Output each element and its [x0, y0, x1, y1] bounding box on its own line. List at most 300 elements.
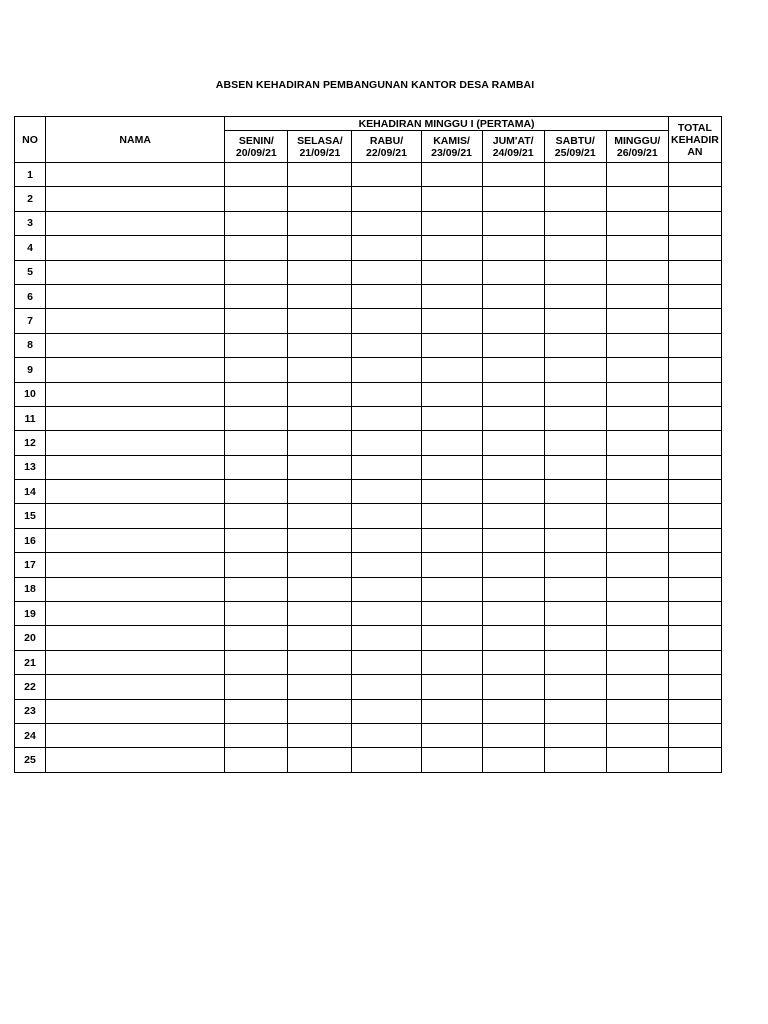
day-cell: [606, 406, 668, 430]
name-cell: [46, 480, 225, 504]
day-name: KAMIS/: [433, 134, 470, 147]
day-cell: [606, 236, 668, 260]
row-number: 6: [15, 284, 46, 308]
day-cell: [225, 382, 288, 406]
table-row: [15, 163, 722, 187]
day-name: SENIN/: [238, 134, 274, 147]
day-cell: [288, 650, 352, 674]
day-cell: [606, 187, 668, 211]
day-cell: [482, 163, 544, 187]
day-cell: [606, 626, 668, 650]
day-cell: [225, 675, 288, 699]
name-cell: [46, 553, 225, 577]
day-cell: [352, 187, 421, 211]
name-cell: [46, 382, 225, 406]
day-cell: [606, 528, 668, 552]
day-cell: [352, 480, 421, 504]
day-cell: [352, 333, 421, 357]
name-cell: [46, 650, 225, 674]
day-cell: [421, 333, 482, 357]
table-row: [15, 236, 722, 260]
row-number: 17: [15, 553, 46, 577]
day-cell: [225, 528, 288, 552]
day-cell: [225, 406, 288, 430]
day-cell: [544, 650, 606, 674]
day-cell: [288, 284, 352, 308]
table-row: [15, 284, 722, 308]
day-cell: [482, 626, 544, 650]
day-cell: [421, 211, 482, 235]
row-number: 12: [15, 431, 46, 455]
name-cell: [46, 723, 225, 747]
day-cell: [421, 480, 482, 504]
day-cell: [225, 602, 288, 626]
day-cell: [288, 504, 352, 528]
day-cell: [544, 553, 606, 577]
column-header-day: [352, 131, 421, 163]
total-cell: [668, 187, 721, 211]
day-cell: [225, 260, 288, 284]
day-cell: [288, 577, 352, 601]
day-cell: [352, 553, 421, 577]
day-cell: [544, 748, 606, 772]
day-cell: [225, 187, 288, 211]
day-name: MINGGU/: [614, 134, 661, 147]
day-cell: [606, 455, 668, 479]
day-cell: [482, 553, 544, 577]
column-header-day: [482, 131, 544, 163]
day-date: 26/09/21: [616, 146, 658, 159]
table-row: [15, 528, 722, 552]
day-cell: [352, 260, 421, 284]
day-cell: [225, 480, 288, 504]
day-cell: [482, 236, 544, 260]
total-cell: [668, 723, 721, 747]
row-number: 13: [15, 455, 46, 479]
day-cell: [606, 358, 668, 382]
column-header-day: [288, 131, 352, 163]
day-cell: [544, 602, 606, 626]
day-cell: [544, 577, 606, 601]
day-cell: [352, 723, 421, 747]
day-cell: [421, 260, 482, 284]
day-cell: [288, 211, 352, 235]
total-cell: [668, 211, 721, 235]
day-cell: [421, 187, 482, 211]
day-cell: [482, 431, 544, 455]
table-row: [15, 602, 722, 626]
day-cell: [288, 333, 352, 357]
day-cell: [544, 333, 606, 357]
day-cell: [606, 504, 668, 528]
day-cell: [288, 163, 352, 187]
day-cell: [288, 748, 352, 772]
name-cell: [46, 187, 225, 211]
day-cell: [352, 504, 421, 528]
day-cell: [225, 333, 288, 357]
total-cell: [668, 528, 721, 552]
day-name: SELASA/: [297, 134, 343, 147]
day-cell: [482, 455, 544, 479]
row-number: 11: [15, 406, 46, 430]
day-date: 24/09/21: [492, 146, 534, 159]
day-cell: [606, 382, 668, 406]
day-cell: [288, 528, 352, 552]
day-cell: [225, 236, 288, 260]
day-cell: [606, 309, 668, 333]
day-cell: [225, 455, 288, 479]
total-cell: [668, 455, 721, 479]
day-cell: [421, 358, 482, 382]
column-header-day: [606, 131, 668, 163]
column-header-day: [421, 131, 482, 163]
row-number: 25: [15, 748, 46, 772]
day-cell: [225, 748, 288, 772]
row-number: 2: [15, 187, 46, 211]
day-cell: [482, 699, 544, 723]
day-cell: [544, 406, 606, 430]
name-cell: [46, 163, 225, 187]
day-cell: [288, 602, 352, 626]
table-row: [15, 406, 722, 430]
day-cell: [544, 455, 606, 479]
day-cell: [544, 236, 606, 260]
day-cell: [606, 211, 668, 235]
day-cell: [421, 455, 482, 479]
day-cell: [225, 626, 288, 650]
row-number: 19: [15, 602, 46, 626]
day-cell: [606, 723, 668, 747]
table-body: [15, 163, 722, 773]
column-header-no: NO: [15, 117, 46, 163]
day-cell: [225, 577, 288, 601]
total-cell: [668, 431, 721, 455]
name-cell: [46, 577, 225, 601]
day-cell: [288, 309, 352, 333]
day-cell: [288, 723, 352, 747]
table-row: [15, 187, 722, 211]
name-cell: [46, 455, 225, 479]
name-cell: [46, 260, 225, 284]
day-cell: [421, 236, 482, 260]
day-cell: [606, 284, 668, 308]
day-date: 25/09/21: [554, 146, 596, 159]
day-cell: [421, 284, 482, 308]
table-row: [15, 211, 722, 235]
day-cell: [288, 553, 352, 577]
total-cell: [668, 480, 721, 504]
row-number: 3: [15, 211, 46, 235]
row-number: 8: [15, 333, 46, 357]
total-cell: [668, 406, 721, 430]
total-cell: [668, 358, 721, 382]
name-cell: [46, 236, 225, 260]
day-cell: [482, 406, 544, 430]
total-cell: [668, 504, 721, 528]
day-cell: [544, 431, 606, 455]
name-cell: [46, 699, 225, 723]
day-name: JUM'AT/: [492, 134, 534, 147]
day-cell: [421, 528, 482, 552]
table-row: [15, 382, 722, 406]
day-cell: [225, 699, 288, 723]
column-header-week: KEHADIRAN MINGGU I (PERTAMA): [225, 117, 669, 131]
total-label-line-3: AN: [687, 145, 703, 158]
row-number: 21: [15, 650, 46, 674]
table-row: [15, 699, 722, 723]
total-cell: [668, 309, 721, 333]
total-label-line-2: KEHADIR: [671, 133, 719, 146]
day-cell: [544, 504, 606, 528]
total-cell: [668, 602, 721, 626]
day-cell: [288, 260, 352, 284]
day-cell: [482, 358, 544, 382]
day-cell: [225, 284, 288, 308]
row-number: 7: [15, 309, 46, 333]
total-label-line-1: TOTAL: [677, 121, 712, 134]
day-cell: [606, 577, 668, 601]
day-cell: [482, 187, 544, 211]
table-row: [15, 480, 722, 504]
day-cell: [544, 626, 606, 650]
name-cell: [46, 309, 225, 333]
total-cell: [668, 577, 721, 601]
table-row: [15, 626, 722, 650]
day-cell: [352, 699, 421, 723]
total-cell: [668, 260, 721, 284]
day-cell: [352, 602, 421, 626]
day-cell: [352, 650, 421, 674]
day-cell: [352, 284, 421, 308]
day-cell: [544, 163, 606, 187]
day-cell: [482, 309, 544, 333]
table-row: [15, 309, 722, 333]
day-cell: [482, 528, 544, 552]
row-number: 14: [15, 480, 46, 504]
day-cell: [482, 602, 544, 626]
total-cell: [668, 699, 721, 723]
day-cell: [421, 699, 482, 723]
day-cell: [544, 699, 606, 723]
day-cell: [482, 504, 544, 528]
day-cell: [482, 211, 544, 235]
day-cell: [352, 528, 421, 552]
day-cell: [225, 309, 288, 333]
day-cell: [606, 553, 668, 577]
name-cell: [46, 504, 225, 528]
day-cell: [288, 626, 352, 650]
row-number: 20: [15, 626, 46, 650]
total-cell: [668, 236, 721, 260]
day-cell: [421, 382, 482, 406]
day-cell: [544, 480, 606, 504]
day-cell: [288, 675, 352, 699]
day-cell: [352, 455, 421, 479]
name-cell: [46, 333, 225, 357]
total-cell: [668, 163, 721, 187]
day-cell: [606, 602, 668, 626]
column-header-total: [668, 117, 721, 163]
day-cell: [288, 406, 352, 430]
table-row: [15, 675, 722, 699]
day-cell: [606, 480, 668, 504]
attendance-table: [14, 116, 722, 773]
table-row: [15, 553, 722, 577]
table-row: [15, 333, 722, 357]
day-cell: [352, 431, 421, 455]
row-number: 9: [15, 358, 46, 382]
day-cell: [288, 358, 352, 382]
name-cell: [46, 626, 225, 650]
day-cell: [288, 187, 352, 211]
day-name: RABU/: [369, 134, 404, 147]
name-cell: [46, 284, 225, 308]
day-cell: [421, 406, 482, 430]
day-cell: [288, 480, 352, 504]
row-number: 1: [15, 163, 46, 187]
total-cell: [668, 553, 721, 577]
day-cell: [606, 260, 668, 284]
day-cell: [606, 163, 668, 187]
day-cell: [606, 650, 668, 674]
name-cell: [46, 431, 225, 455]
day-cell: [225, 358, 288, 382]
day-cell: [606, 675, 668, 699]
day-cell: [421, 431, 482, 455]
total-cell: [668, 626, 721, 650]
day-name: SABTU/: [555, 134, 595, 147]
total-cell: [668, 333, 721, 357]
day-cell: [225, 431, 288, 455]
header-row-1: [15, 117, 722, 131]
day-cell: [288, 382, 352, 406]
row-number: 24: [15, 723, 46, 747]
day-cell: [288, 455, 352, 479]
day-cell: [421, 553, 482, 577]
table-row: [15, 577, 722, 601]
day-cell: [225, 163, 288, 187]
day-date: 22/09/21: [366, 146, 407, 159]
day-cell: [482, 333, 544, 357]
name-cell: [46, 748, 225, 772]
day-cell: [544, 358, 606, 382]
name-cell: [46, 602, 225, 626]
day-cell: [544, 284, 606, 308]
day-date: 23/09/21: [431, 146, 472, 159]
day-cell: [421, 650, 482, 674]
day-cell: [352, 577, 421, 601]
day-cell: [421, 602, 482, 626]
row-number: 10: [15, 382, 46, 406]
day-cell: [482, 284, 544, 308]
name-cell: [46, 528, 225, 552]
day-cell: [352, 675, 421, 699]
day-cell: [225, 723, 288, 747]
day-cell: [544, 675, 606, 699]
total-cell: [668, 675, 721, 699]
day-cell: [544, 528, 606, 552]
day-date: 21/09/21: [299, 146, 341, 159]
day-cell: [482, 748, 544, 772]
day-cell: [606, 431, 668, 455]
table-row: [15, 455, 722, 479]
day-cell: [352, 406, 421, 430]
name-cell: [46, 358, 225, 382]
table-row: [15, 358, 722, 382]
day-cell: [352, 358, 421, 382]
day-cell: [544, 211, 606, 235]
day-cell: [606, 748, 668, 772]
day-cell: [544, 723, 606, 747]
day-cell: [288, 236, 352, 260]
table-row: [15, 504, 722, 528]
day-cell: [482, 260, 544, 284]
day-cell: [421, 309, 482, 333]
day-cell: [352, 626, 421, 650]
day-cell: [225, 211, 288, 235]
day-cell: [544, 382, 606, 406]
column-header-day: [544, 131, 606, 163]
day-cell: [482, 480, 544, 504]
day-cell: [482, 723, 544, 747]
day-cell: [482, 382, 544, 406]
table-row: [15, 723, 722, 747]
name-cell: [46, 406, 225, 430]
day-cell: [352, 382, 421, 406]
row-number: 16: [15, 528, 46, 552]
row-number: 22: [15, 675, 46, 699]
column-header-nama: NAMA: [46, 117, 225, 163]
total-cell: [668, 748, 721, 772]
day-cell: [421, 626, 482, 650]
day-cell: [352, 236, 421, 260]
day-cell: [421, 723, 482, 747]
row-number: 18: [15, 577, 46, 601]
day-cell: [288, 699, 352, 723]
day-cell: [482, 650, 544, 674]
day-cell: [544, 260, 606, 284]
day-cell: [352, 309, 421, 333]
day-cell: [352, 748, 421, 772]
day-cell: [482, 577, 544, 601]
column-header-day: [225, 131, 288, 163]
day-cell: [421, 163, 482, 187]
day-date: 20/09/21: [235, 146, 277, 159]
day-cell: [352, 163, 421, 187]
day-cell: [544, 309, 606, 333]
name-cell: [46, 675, 225, 699]
table-row: [15, 748, 722, 772]
page-title: ABSEN KEHADIRAN PEMBANGUNAN KANTOR DESA RAMBAI: [215, 79, 535, 91]
day-cell: [606, 333, 668, 357]
table-row: [15, 260, 722, 284]
row-number: 15: [15, 504, 46, 528]
total-cell: [668, 284, 721, 308]
day-cell: [225, 504, 288, 528]
day-cell: [225, 650, 288, 674]
day-cell: [352, 211, 421, 235]
day-cell: [421, 577, 482, 601]
total-cell: [668, 382, 721, 406]
row-number: 23: [15, 699, 46, 723]
day-cell: [225, 553, 288, 577]
day-cell: [421, 748, 482, 772]
day-cell: [288, 431, 352, 455]
table-row: [15, 650, 722, 674]
total-cell: [668, 650, 721, 674]
day-cell: [421, 504, 482, 528]
day-cell: [544, 187, 606, 211]
